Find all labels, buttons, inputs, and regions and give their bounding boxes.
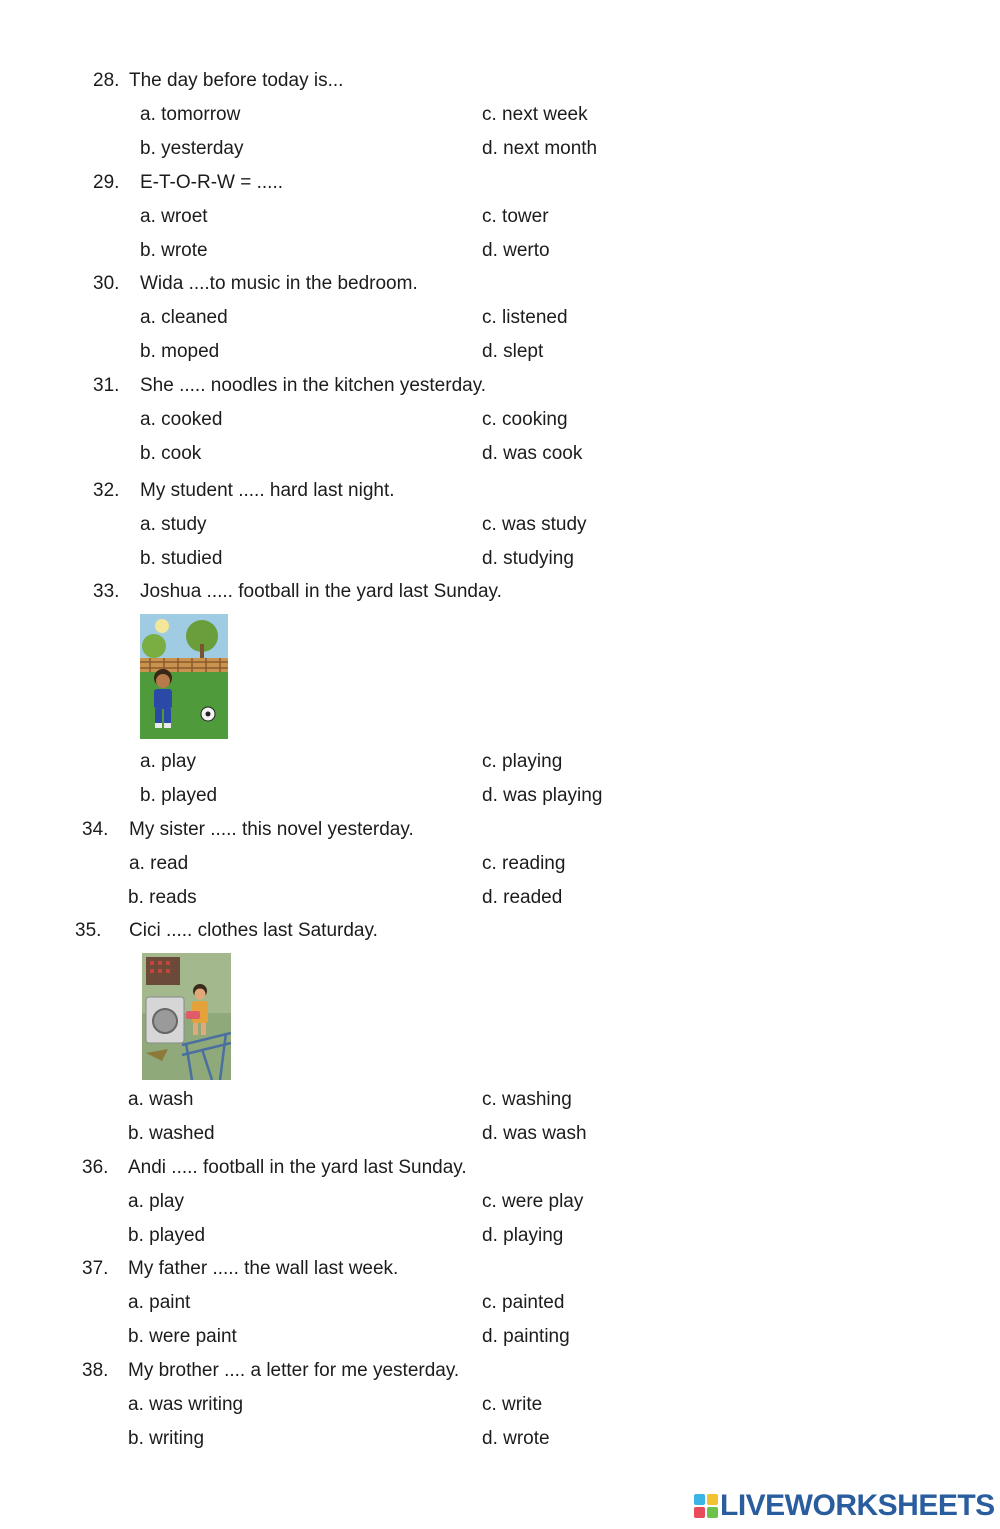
- option-b[interactable]: b. writing: [128, 1428, 205, 1449]
- girl-washing-clothes-image: [142, 953, 231, 1080]
- option-c[interactable]: c. tower: [482, 206, 549, 227]
- option-a[interactable]: a. was writing: [128, 1394, 244, 1415]
- option-d[interactable]: d. was playing: [482, 785, 603, 806]
- option-d[interactable]: d. painting: [482, 1326, 570, 1347]
- liveworksheets-logo-icon: [693, 1493, 719, 1519]
- question-text: E-T-O-R-W = .....: [140, 172, 284, 193]
- option-c[interactable]: c. painted: [482, 1292, 565, 1313]
- option-c[interactable]: c. was study: [482, 514, 587, 535]
- option-d[interactable]: d. werto: [482, 240, 550, 261]
- question-text: My sister ..... this novel yesterday.: [129, 819, 414, 840]
- option-a[interactable]: a. play: [140, 751, 196, 772]
- option-b[interactable]: b. were paint: [128, 1326, 237, 1347]
- option-c[interactable]: c. were play: [482, 1191, 584, 1212]
- question-text: She ..... noodles in the kitchen yesterday.: [140, 375, 487, 396]
- option-d[interactable]: d. was cook: [482, 443, 583, 464]
- option-b[interactable]: b. washed: [128, 1123, 215, 1144]
- liveworksheets-logo[interactable]: [693, 1488, 995, 1524]
- boy-playing-football-image: [140, 614, 228, 739]
- question-number: 34.: [82, 819, 109, 840]
- option-b[interactable]: b. reads: [128, 887, 197, 908]
- question-text: My brother .... a letter for me yesterday.: [128, 1360, 460, 1381]
- option-a[interactable]: a. cooked: [140, 409, 223, 430]
- option-b[interactable]: b. yesterday: [140, 138, 244, 159]
- question-number: 28.: [93, 70, 120, 91]
- option-b[interactable]: b. played: [140, 785, 218, 806]
- question-number: 33.: [93, 581, 120, 602]
- question-text: My student ..... hard last night.: [140, 480, 395, 501]
- question-text: Joshua ..... football in the yard last Sunday.: [140, 581, 502, 602]
- option-c[interactable]: c. cooking: [482, 409, 568, 430]
- option-d[interactable]: d. playing: [482, 1225, 564, 1246]
- question-text: Andi ..... football in the yard last Sunday.: [128, 1157, 467, 1178]
- option-c[interactable]: c. next week: [482, 104, 588, 125]
- option-d[interactable]: d. was wash: [482, 1123, 587, 1144]
- question-number: 37.: [82, 1258, 109, 1279]
- question-text: The day before today is...: [129, 70, 344, 91]
- option-a[interactable]: a. paint: [128, 1292, 191, 1313]
- question-text: My father ..... the wall last week.: [128, 1258, 399, 1279]
- option-a[interactable]: a. study: [140, 514, 207, 535]
- option-c[interactable]: c. reading: [482, 853, 566, 874]
- option-c[interactable]: c. washing: [482, 1089, 572, 1110]
- question-number: 29.: [93, 172, 120, 193]
- question-number: 32.: [93, 480, 120, 501]
- liveworksheets-logo-text: LIVEWORKSHEETS: [720, 1489, 995, 1522]
- question-number: 31.: [93, 375, 120, 396]
- option-d[interactable]: d. next month: [482, 138, 598, 159]
- option-a[interactable]: a. play: [128, 1191, 184, 1212]
- option-b[interactable]: b. wrote: [140, 240, 208, 261]
- option-b[interactable]: b. studied: [140, 548, 223, 569]
- option-a[interactable]: a. cleaned: [140, 307, 228, 328]
- option-a[interactable]: a. read: [129, 853, 189, 874]
- option-a[interactable]: a. wash: [128, 1089, 194, 1110]
- option-a[interactable]: a. tomorrow: [140, 104, 241, 125]
- option-c[interactable]: c. playing: [482, 751, 563, 772]
- option-b[interactable]: b. played: [128, 1225, 206, 1246]
- option-d[interactable]: d. slept: [482, 341, 544, 362]
- question-number: 38.: [82, 1360, 109, 1381]
- question-number: 36.: [82, 1157, 109, 1178]
- question-text: Cici ..... clothes last Saturday.: [129, 920, 378, 941]
- question-text: Wida ....to music in the bedroom.: [140, 273, 418, 294]
- option-d[interactable]: d. wrote: [482, 1428, 550, 1449]
- option-b[interactable]: b. cook: [140, 443, 202, 464]
- option-d[interactable]: d. studying: [482, 548, 574, 569]
- option-c[interactable]: c. listened: [482, 307, 568, 328]
- option-b[interactable]: b. moped: [140, 341, 220, 362]
- option-c[interactable]: c. write: [482, 1394, 543, 1415]
- question-number: 30.: [93, 273, 120, 294]
- question-number: 35.: [75, 920, 102, 941]
- option-a[interactable]: a. wroet: [140, 206, 208, 227]
- option-d[interactable]: d. readed: [482, 887, 563, 908]
